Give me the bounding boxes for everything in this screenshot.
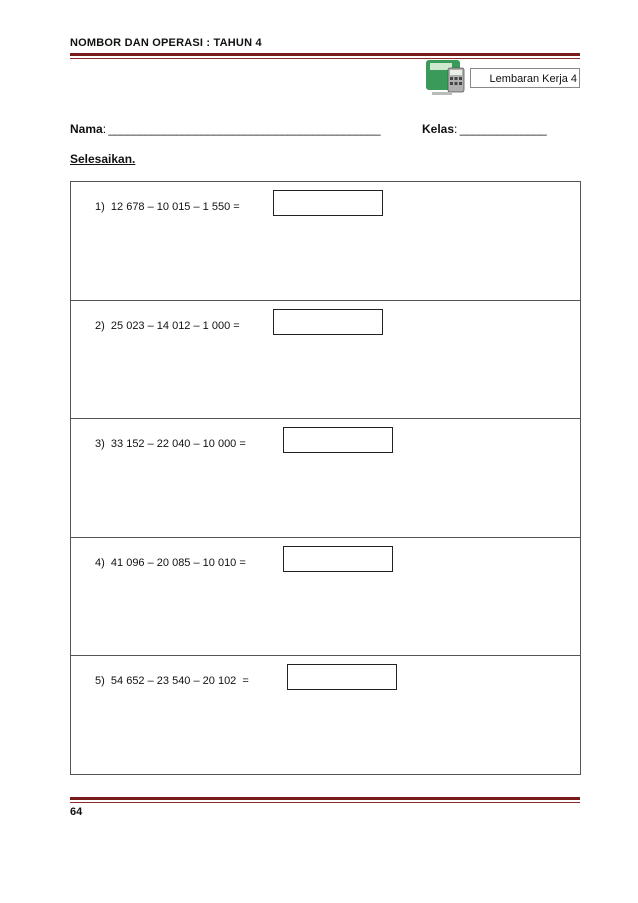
question-number: 5) [95,675,105,688]
question-expression: 54 652 – 23 540 – 20 102 = [110,675,249,688]
answer-box[interactable] [273,309,383,335]
nama-blank: : ____________________________________________ [102,122,381,136]
nama-field [70,122,380,136]
footer-rule [70,797,580,800]
question-table [70,181,581,775]
question-text [95,320,240,332]
header-rule-thin [70,58,580,59]
question-expression: 41 096 – 20 085 – 10 010 = [110,556,246,569]
question-row [71,182,580,301]
question-text [95,201,240,213]
worksheet-label: Lembaran Kerja 4 [470,68,580,88]
question-row [71,656,580,775]
kelas-blank: : ______________ [454,122,547,136]
kelas-field [422,122,546,136]
question-number: 2) [95,319,105,332]
question-row [71,419,580,538]
question-text [95,438,246,450]
question-number: 1) [95,201,105,213]
instruction: Selesaikan. [70,152,136,166]
question-expression: 12 678 – 10 015 – 1 550 = [110,201,240,213]
question-number: 4) [95,556,105,569]
nama-label: Nama [70,122,103,136]
answer-box[interactable] [283,427,393,453]
header-rule [70,53,580,56]
question-row [71,301,580,420]
question-expression: 33 152 – 22 040 – 10 000 = [110,438,246,451]
question-text [95,675,249,687]
kelas-label: Kelas [422,122,455,136]
footer-rule-thin [70,802,580,803]
question-text [95,557,246,569]
answer-box[interactable] [287,664,397,690]
question-number: 3) [95,438,105,451]
answer-box[interactable] [283,546,393,572]
header-title: NOMBOR DAN OPERASI : TAHUN 4 [70,37,262,49]
question-row [71,538,580,657]
question-expression: 25 023 – 14 012 – 1 000 = [110,319,240,332]
calculator-icon [424,58,470,98]
page-number: 64 [70,806,83,818]
answer-box[interactable] [273,190,383,216]
